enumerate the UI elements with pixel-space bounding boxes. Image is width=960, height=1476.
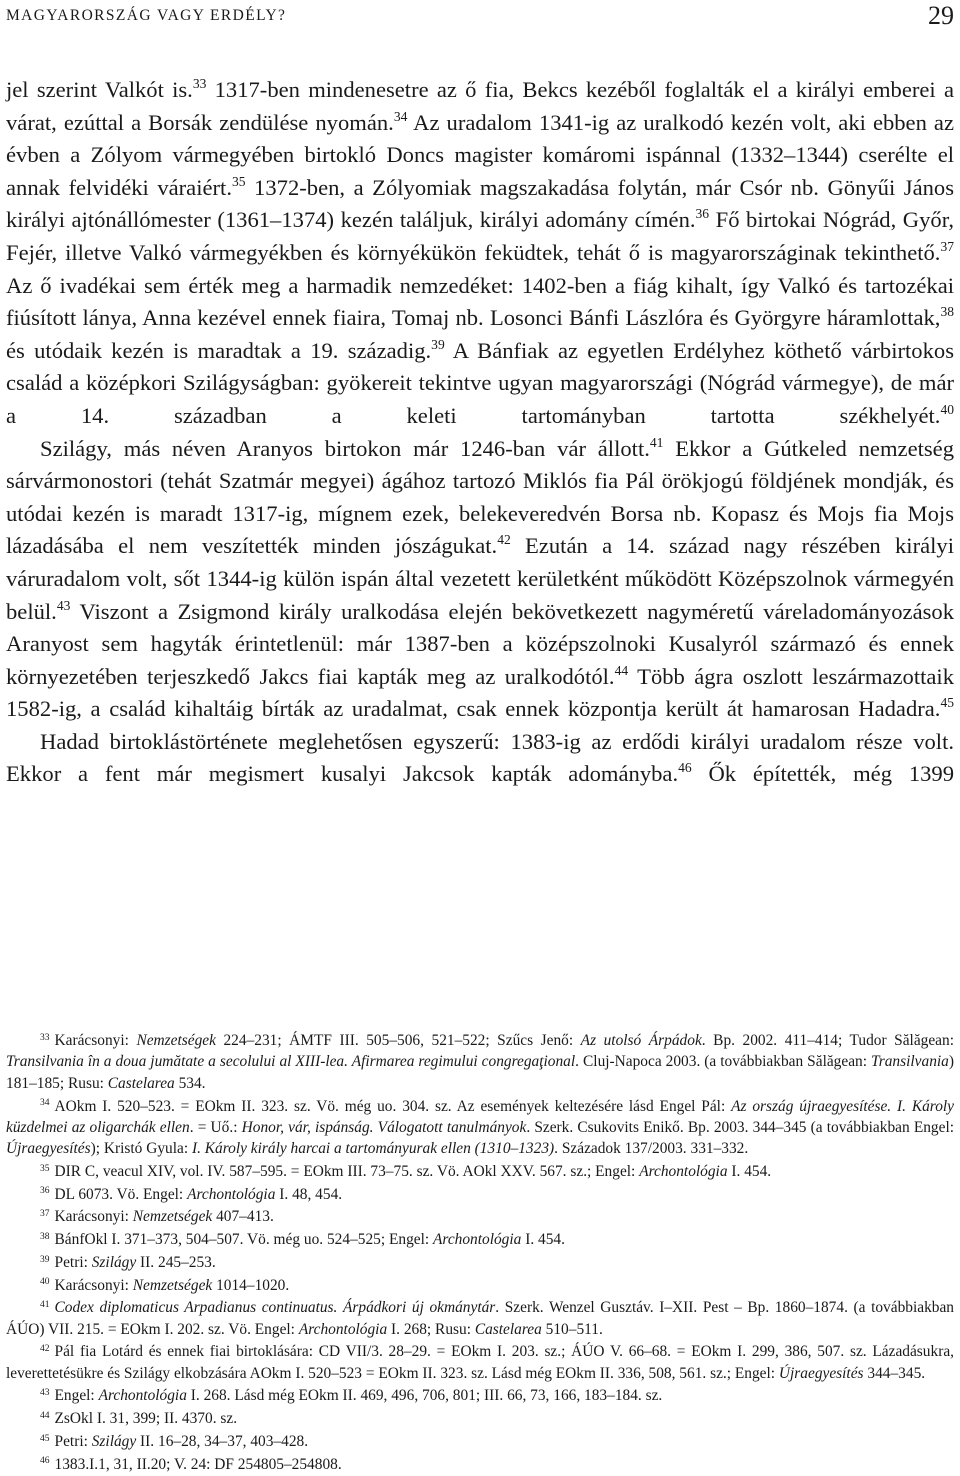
footnote-text: ) 181–185; Rusu: — [6, 1053, 954, 1092]
text-run: Ezután a 14. század nagy részében királyi váruradalom volt, sőt 1344-ig külön ispán által vezetett kerületként működött Középszolnok vármegyén belül. — [6, 533, 954, 624]
footnote-text: Karácsonyi: — [54, 1208, 133, 1226]
footnote-text: 344–345. — [863, 1364, 926, 1382]
text-run: Hadad birtoklástörténete meglehetősen egyszerű: 1383-ig az erdődi királyi uradalom része volt. Ekkor a fent már megismert kusalyi Jakcsok kapták adományba. — [6, 728, 954, 787]
footnote-number: 38 — [40, 1230, 50, 1242]
footnote-title: Honor, vár, ispánság. Válogatott tanulmányok — [241, 1118, 527, 1136]
footnote-title: Codex diplomaticus Arpadianus continuatus. Árpádkori új okmánytár — [54, 1299, 496, 1317]
footnote-text: 1014–1020. — [212, 1276, 290, 1294]
footnote-number: 45 — [40, 1432, 50, 1444]
footnote-number: 44 — [40, 1409, 50, 1421]
footnote-40 — [6, 1275, 954, 1296]
footnote-ref-43: 43 — [56, 597, 71, 613]
footnote-ref-41: 41 — [649, 434, 664, 450]
page-number: 29 — [928, 1, 954, 30]
footnote-title: Szilágy — [91, 1253, 137, 1271]
footnote-number: 37 — [40, 1208, 50, 1220]
footnote-ref-40: 40 — [940, 402, 954, 418]
footnote-text: . Cluj-Napoca 2003. (a továbbiakban Sălăgean: — [575, 1053, 872, 1071]
footnote-text: Karácsonyi: — [54, 1032, 137, 1049]
footnote-text: 224–231; ÁMTF III. 505–506, 521–522; Szűcs Jenő: — [215, 1032, 581, 1049]
footnote-text: 510–511. — [541, 1320, 603, 1338]
footnote-title: Archontológia — [187, 1185, 276, 1203]
footnote-number: 35 — [40, 1162, 50, 1174]
footnote-text: DIR C, veacul XIV, vol. IV. 587–595. = EOkm III. 73–75. sz. Vö. AOkl XXV. 567. sz.; Engel: — [54, 1163, 640, 1181]
footnote-34 — [6, 1096, 954, 1160]
footnote-33 — [6, 1030, 954, 1094]
footnote-number: 40 — [40, 1276, 50, 1288]
footnote-title: I. Károly király harcai a tartományurak ellen (1310–1323) — [191, 1140, 555, 1158]
footnote-title: Nemzetségek — [132, 1276, 213, 1294]
footnote-text: AOkm I. 520–523. = EOkm II. 323. sz. Vö. még uo. 304. sz. Az események keltezésére lásd Engel Pál: — [54, 1097, 732, 1115]
footnote-text: . Szerk. Csukovits Enikő. Bp. 2003. 344–345 (a továbbiakban Engel: — [526, 1118, 954, 1136]
text-run: jel szerint Valkót is. — [6, 77, 193, 102]
text-run: A Bánfiak az egyetlen Erdélyhez köthető várbirtokos család a középkori Szilágyságban: gyökereit tekintve ugyan magyarországi (Nógrád vármegye), de már a 14. században a keleti tartományban tartotta székhelyét. — [6, 337, 954, 428]
text-run: Viszont a Zsigmond király uralkodása elején bekövetkezett nagyméretű váreladományozások Aranyost sem hagyták érintetlenül: már 1387-ben a középszolnoki Kusalyról származó és ennek környezetében terjeszkedő Jakcs fiai kapták meg az uralkodótól. — [6, 598, 954, 689]
footnote-title: Transilvania — [871, 1053, 949, 1071]
footnote-text: I. 48, 454. — [275, 1185, 343, 1203]
paragraph-2 — [6, 433, 954, 726]
footnote-35 — [6, 1161, 954, 1182]
footnote-text: 407–413. — [212, 1208, 274, 1226]
footnote-title: Archontológia — [98, 1387, 187, 1405]
footnote-title: Újraegyesítés — [778, 1364, 864, 1382]
footnote-46 — [6, 1454, 954, 1475]
text-run: és utódaik kezén is maradtak a 19. századig. — [6, 337, 432, 363]
footnote-text: . = Uő.: — [189, 1118, 242, 1136]
footnote-number: 42 — [40, 1343, 50, 1355]
footnote-number: 33 — [40, 1031, 50, 1043]
footnote-text: Pál fia Lotárd és ennek fiai birtoklására: CD VII/3. 28–29. = EOkm I. 203. sz.; ÁÚO V. 66–68. = EOkm I. 299, 386, 507. sz. Lázadásukra, leverettetésükre és Szilágy elkobzására AOkm I. 520–523 = EOkm II. 323. sz. Lásd még EOkm II. 336, 508, 561. sz.; Engel: — [6, 1343, 954, 1382]
footnote-title: Castelarea — [474, 1320, 542, 1338]
footnote-ref-39: 39 — [431, 336, 445, 352]
footnotes — [6, 1030, 954, 1476]
footnote-text: I. 454. — [521, 1231, 565, 1249]
footnote-ref-44: 44 — [614, 662, 629, 678]
footnote-text: ZsOkl I. 31, 399; II. 4370. sz. — [54, 1410, 238, 1428]
footnote-number: 39 — [40, 1253, 50, 1265]
footnote-ref-37: 37 — [940, 239, 954, 255]
footnote-44 — [6, 1408, 954, 1429]
footnote-text: . Bp. 2002. 411–414; Tudor Sălăgean: — [701, 1032, 954, 1049]
running-title: MAGYARORSZÁG VAGY ERDÉLY? — [6, 7, 287, 24]
footnote-36 — [6, 1184, 954, 1205]
paragraph-1 — [6, 74, 954, 433]
footnote-text: Engel: — [54, 1387, 99, 1405]
footnote-ref-45: 45 — [940, 695, 954, 711]
footnote-37 — [6, 1206, 954, 1227]
footnote-43 — [6, 1385, 954, 1406]
footnote-text: . Századok 137/2003. 331–332. — [554, 1140, 749, 1158]
paragraph-3 — [6, 726, 954, 791]
footnote-text: BánfOkl I. 371–373, 504–507. Vö. még uo. 524–525; Engel: — [54, 1231, 433, 1249]
footnote-title: Az utolsó Árpádok — [580, 1032, 702, 1049]
footnote-text: I. 268; Rusu: — [387, 1320, 475, 1338]
footnote-number: 46 — [40, 1455, 50, 1467]
footnote-title: Nemzetségek — [136, 1032, 216, 1049]
footnote-number: 34 — [40, 1097, 50, 1109]
footnote-title: Újraegyesítés — [6, 1140, 91, 1158]
footnote-text: II. 245–253. — [136, 1253, 216, 1271]
footnote-text: I. 268. Lásd még EOkm II. 469, 496, 706, 801; III. 66, 73, 166, 183–184. sz. — [186, 1387, 663, 1405]
footnote-text: Karácsonyi: — [54, 1276, 133, 1294]
footnote-title: Az ország újraegyesítése. I. Károly küzdelmei az oligarchák ellen — [6, 1097, 954, 1136]
footnote-41 — [6, 1297, 954, 1340]
footnote-title: Szilágy — [91, 1432, 137, 1450]
main-text — [6, 74, 954, 791]
text-run: Ekkor a Gútkeled nemzetség sárvármonostori (tehát Szatmár megyei) ágához tartozó Miklós fia Pál örökjogú földjének mondják, és utódai kezén is maradt 1317-ig, mígnem ezek, belekeveredvén Borsa nb. Kopasz és Mojs fia Mojs lázadásába el nem veszítették minden jószágukat. — [6, 435, 954, 559]
footnote-ref-46: 46 — [678, 760, 692, 776]
footnote-text: DL 6073. Vö. Engel: — [54, 1185, 188, 1203]
footnote-ref-36: 36 — [695, 206, 710, 222]
text-run: 1317-ben mindenesetre az ő fia, Bekcs kezéből foglalták el a királyi emberei a várat, ezúttal a Borsák zendülése nyomán. — [6, 77, 954, 135]
footnote-text: I. 454. — [727, 1163, 772, 1181]
footnote-text: 534. — [174, 1074, 206, 1092]
footnote-text: ); Kristó Gyula: — [90, 1140, 192, 1158]
text-run: Ők építették, még 1399 — [691, 761, 955, 787]
text-run: Az uradalom 1341-ig az uralkodó kezén volt, aki ebben az évben a Zólyom vármegyében birtokló Doncs magister komáromi ispánnal (1332–1344) cserélte el annak felvidéki váraiért. — [6, 109, 954, 200]
footnote-title: Nemzetségek — [132, 1208, 213, 1226]
footnote-ref-38: 38 — [940, 304, 954, 320]
text-run: 1372-ben, a Zólyomiak magszakadása folytán, már Csór nb. Gönyűi János királyi ajtónállómester (1361–1374) kezén találjuk, királyi adomány címén. — [6, 174, 954, 233]
footnote-title: Archontológia — [298, 1320, 388, 1338]
footnote-title: Castelarea — [107, 1074, 175, 1092]
footnote-39 — [6, 1252, 954, 1273]
footnote-ref-33: 33 — [192, 76, 207, 92]
page-header — [6, 1, 954, 34]
footnote-ref-34: 34 — [393, 108, 408, 124]
footnote-title: Archontológia — [433, 1231, 522, 1249]
footnote-45 — [6, 1431, 954, 1452]
footnote-number: 36 — [40, 1185, 50, 1197]
text-run: Az ő ivadékai sem érték meg a harmadik nemzedéket: 1402-ben a fiág kihalt, így Valkó és tartozékai fiúsított lánya, Anna kezével ennek fiaira, Tomaj nb. Losonci Bánfi Lászlóra és Györgyre háramlottak, — [6, 272, 954, 331]
footnote-42 — [6, 1341, 954, 1384]
footnote-number: 41 — [40, 1299, 50, 1310]
footnote-text: Petri: — [54, 1432, 92, 1450]
footnote-ref-42: 42 — [497, 532, 511, 548]
footnote-text: II. 16–28, 34–37, 403–428. — [136, 1432, 309, 1450]
footnote-text: 1383.I.1, 31, II.20; V. 24: DF 254805–254808. — [54, 1455, 342, 1473]
footnote-ref-35: 35 — [231, 173, 246, 189]
footnote-number: 43 — [40, 1387, 50, 1399]
footnote-title: Transilvania în a doua jumătate a secolului al XIII-lea. Afirmarea regimului congregaţional — [6, 1053, 576, 1071]
text-run: Szilágy, más néven Aranyos birtokon már 1246-ban vár állott. — [40, 435, 650, 461]
footnote-text: Petri: — [54, 1253, 92, 1271]
text-run: Fő birtokai Nógrád, Győr, Fejér, illetve Valkó vármegyékben és környékükön feküdtek, tehát ő is magyarországinak tekinthető. — [6, 207, 954, 265]
text-run: Több ágra oszlott leszármazottaik 1582-ig, a család kihaltáig bírták az uradalmat, csak ennek központja került át hamarosan Hadadra. — [6, 663, 954, 722]
footnote-title: Archontológia — [639, 1163, 728, 1181]
footnote-38 — [6, 1229, 954, 1250]
footnote-text: . Szerk. Wenzel Gusztáv. I–XII. Pest – Bp. 1860–1874. (a továbbiakban ÁÚO) VII. 215. = EOkm I. 202. sz. Vö. Engel: — [6, 1299, 954, 1338]
